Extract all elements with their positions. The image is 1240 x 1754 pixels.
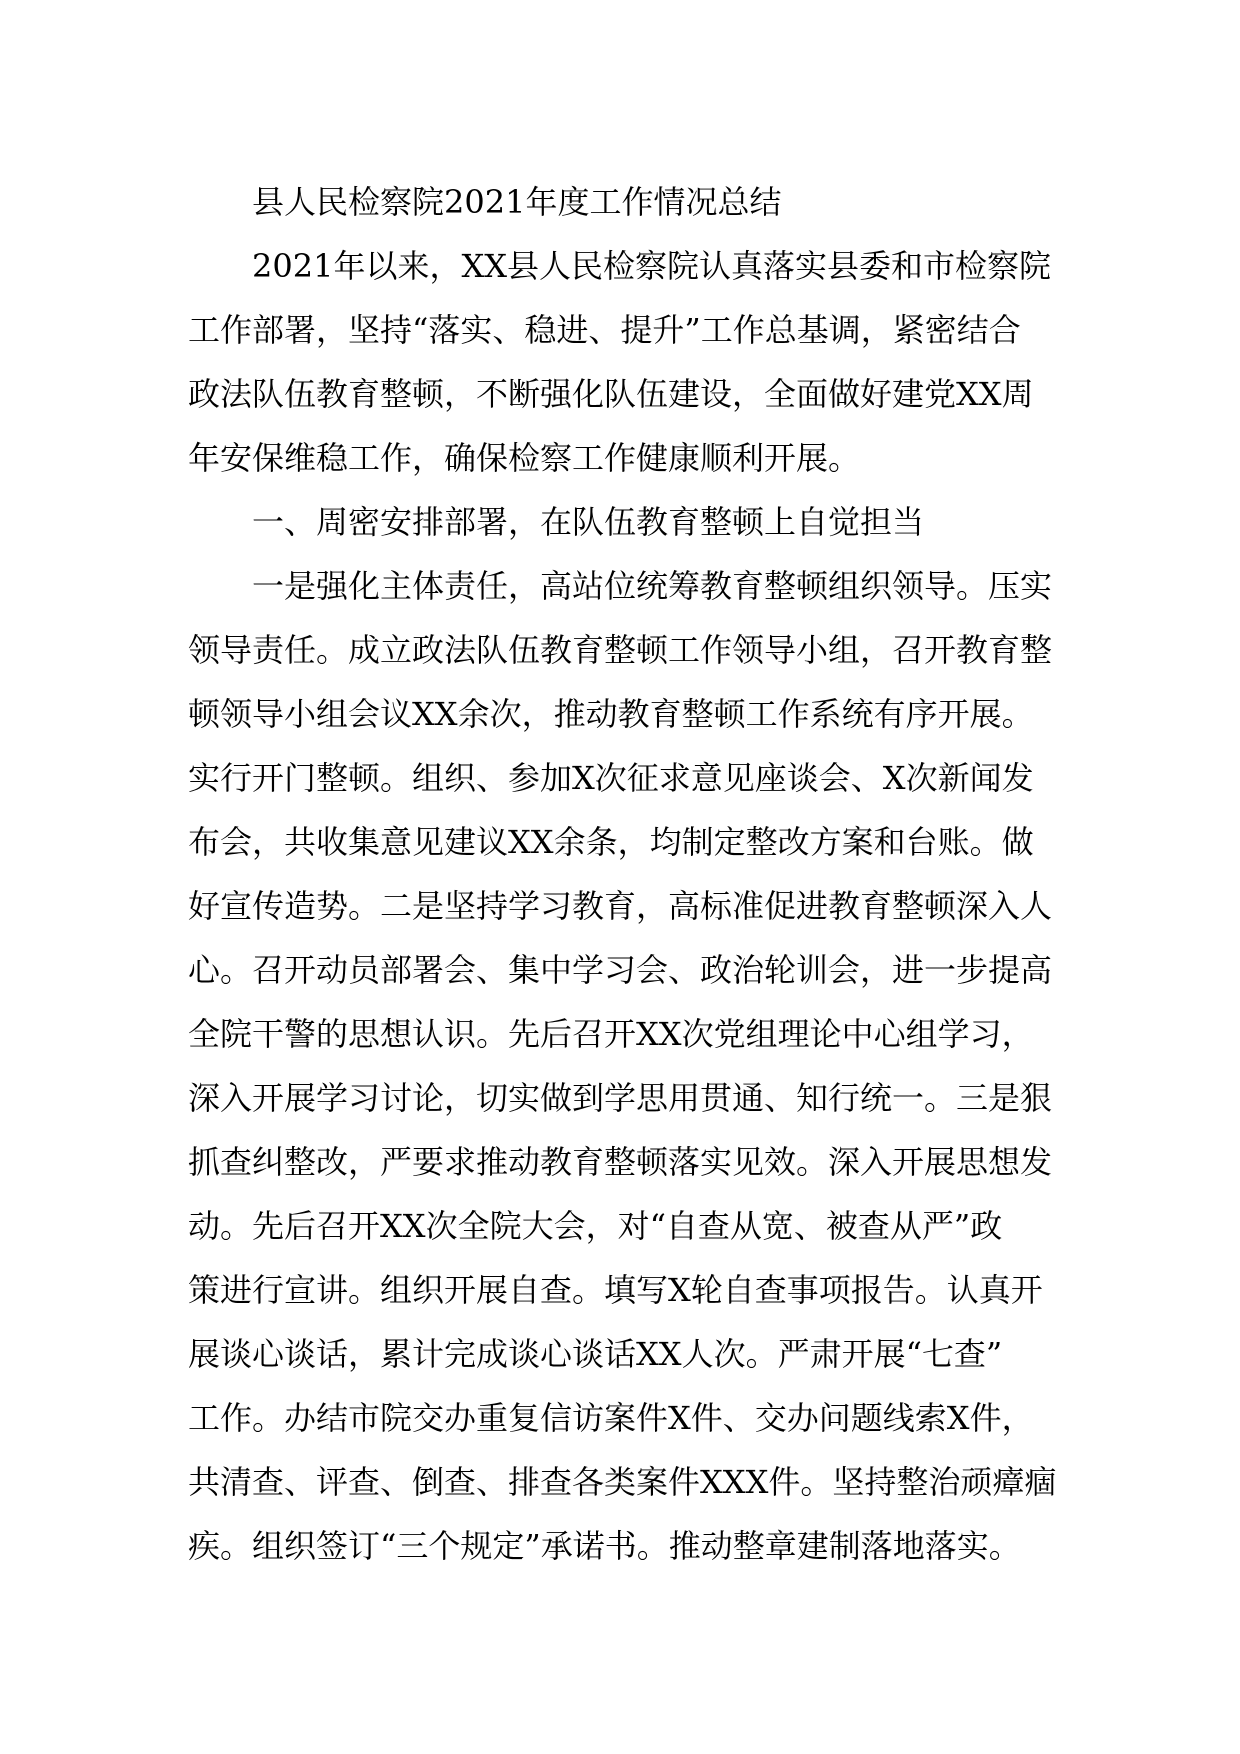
body-line: 共清查、评查、倒查、排查各类案件XXX件。坚持整治顽瘴痼 bbox=[188, 1463, 1057, 1501]
intro-line: 年安保维稳工作，确保检察工作健康顺利开展。 bbox=[188, 439, 861, 477]
body-line: 实行开门整顿。组织、参加X次征求意见座谈会、X次新闻发 bbox=[188, 759, 1034, 797]
body-line: 好宣传造势。二是坚持学习教育，高标准促进教育整顿深入人 bbox=[188, 887, 1053, 925]
body-line: 展谈心谈话，累计完成谈心谈话XX人次。严肃开展“七查” bbox=[188, 1335, 1003, 1373]
body-line: 抓查纠整改，严要求推动教育整顿落实见效。深入开展思想发 bbox=[188, 1143, 1053, 1181]
intro-line: 2021年以来，XX县人民检察院认真落实县委和市检察院 bbox=[252, 247, 1052, 285]
body-line: 全院干警的思想认识。先后召开XX次党组理论中心组学习， bbox=[188, 1015, 1034, 1053]
body-line: 策进行宣讲。组织开展自查。填写X轮自查事项报告。认真开 bbox=[188, 1271, 1043, 1309]
body-line: 一是强化主体责任，高站位统筹教育整顿组织领导。压实 bbox=[252, 567, 1053, 605]
body-line: 顿领导小组会议XX余次，推动教育整顿工作系统有序开展。 bbox=[188, 695, 1034, 733]
document-title: 县人民检察院2021年度工作情况总结 bbox=[252, 183, 782, 221]
intro-line: 政法队伍教育整顿，不断强化队伍建设，全面做好建党XX周 bbox=[188, 375, 1034, 413]
body-line: 布会，共收集意见建议XX余条，均制定整改方案和台账。做 bbox=[188, 823, 1034, 861]
body-line: 工作。办结市院交办重复信访案件X件、交办问题线索X件， bbox=[188, 1399, 1034, 1437]
body-line: 动。先后召开XX次全院大会，对“自查从宽、被查从严”政 bbox=[188, 1207, 1003, 1245]
section-heading: 一、周密安排部署，在队伍教育整顿上自觉担当 bbox=[252, 503, 925, 541]
body-line: 心。召开动员部署会、集中学习会、政治轮训会，进一步提高 bbox=[188, 951, 1053, 989]
document-body bbox=[188, 170, 1060, 1578]
body-line: 深入开展学习讨论，切实做到学思用贯通、知行统一。三是狠 bbox=[188, 1079, 1053, 1117]
body-line: 疾。组织签订“三个规定”承诺书。推动整章建制落地落实。 bbox=[188, 1527, 1021, 1565]
body-line: 领导责任。成立政法队伍教育整顿工作领导小组，召开教育整 bbox=[188, 631, 1053, 669]
intro-line: 工作部署，坚持“落实、稳进、提升”工作总基调，紧密结合 bbox=[188, 311, 1021, 349]
